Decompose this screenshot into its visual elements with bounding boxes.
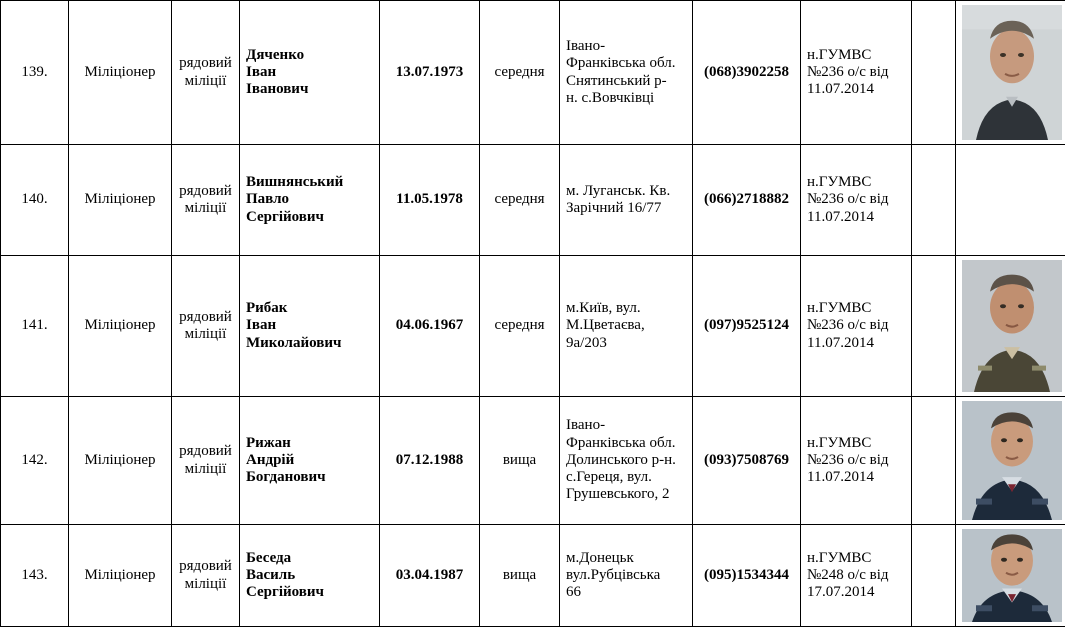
full-name-cell: Рижан Андрій Богданович <box>240 397 380 525</box>
rank-cell: рядовий міліції <box>172 256 240 397</box>
education-cell: середня <box>480 1 560 145</box>
full-name-cell: Рибак Іван Миколайович <box>240 256 380 397</box>
portrait-photo <box>962 5 1062 140</box>
position-cell: Міліціонер <box>69 1 172 145</box>
empty-cell <box>912 256 956 397</box>
date-of-birth-cell: 11.05.1978 <box>380 145 480 256</box>
full-name-cell: Вишнянський Павло Сергійович <box>240 145 380 256</box>
address-cell: Івано- Франківська обл. Долинського р-н. с.Гереця, вул. Грушевського, 2 <box>560 397 693 525</box>
full-name-cell: Дяченко Іван Іванович <box>240 1 380 145</box>
phone-cell: (066)2718882 <box>693 145 801 256</box>
order-cell: н.ГУМВС №248 о/с від 17.07.2014 <box>801 525 912 627</box>
position-cell: Міліціонер <box>69 397 172 525</box>
order-cell: н.ГУМВС №236 о/с від 11.07.2014 <box>801 256 912 397</box>
table-row <box>1 397 1065 525</box>
photo-cell <box>956 256 1065 397</box>
rank-cell: рядовий міліції <box>172 145 240 256</box>
education-cell: вища <box>480 525 560 627</box>
education-cell: середня <box>480 145 560 256</box>
date-of-birth-cell: 04.06.1967 <box>380 256 480 397</box>
photo-cell <box>956 145 1065 256</box>
row-number-cell: 143. <box>1 525 69 627</box>
rank-cell: рядовий міліції <box>172 525 240 627</box>
table-row <box>1 1 1065 145</box>
rank-cell: рядовий міліції <box>172 397 240 525</box>
row-number-cell: 139. <box>1 1 69 145</box>
table-row <box>1 256 1065 397</box>
education-cell: вища <box>480 397 560 525</box>
phone-cell: (095)1534344 <box>693 525 801 627</box>
date-of-birth-cell: 07.12.1988 <box>380 397 480 525</box>
row-number-cell: 141. <box>1 256 69 397</box>
empty-cell <box>912 397 956 525</box>
empty-cell <box>912 1 956 145</box>
row-number-cell: 142. <box>1 397 69 525</box>
portrait-photo <box>962 529 1062 622</box>
date-of-birth-cell: 03.04.1987 <box>380 525 480 627</box>
address-cell: м.Донецьк вул.Рубцівська 66 <box>560 525 693 627</box>
order-cell: н.ГУМВС №236 о/с від 11.07.2014 <box>801 145 912 256</box>
row-number-cell: 140. <box>1 145 69 256</box>
phone-cell: (093)7508769 <box>693 397 801 525</box>
phone-cell: (097)9525124 <box>693 256 801 397</box>
portrait-photo <box>962 260 1062 392</box>
address-cell: м.Київ, вул. М.Цветаєва, 9а/203 <box>560 256 693 397</box>
position-cell: Міліціонер <box>69 145 172 256</box>
order-cell: н.ГУМВС №236 о/с від 11.07.2014 <box>801 1 912 145</box>
empty-cell <box>912 145 956 256</box>
position-cell: Міліціонер <box>69 525 172 627</box>
rank-cell: рядовий міліції <box>172 1 240 145</box>
photo-cell <box>956 397 1065 525</box>
address-cell: м. Луганськ. Кв. Зарічний 16/77 <box>560 145 693 256</box>
photo-cell <box>956 525 1065 627</box>
table-row <box>1 525 1065 627</box>
position-cell: Міліціонер <box>69 256 172 397</box>
empty-cell <box>912 525 956 627</box>
date-of-birth-cell: 13.07.1973 <box>380 1 480 145</box>
photo-cell <box>956 1 1065 145</box>
education-cell: середня <box>480 256 560 397</box>
portrait-photo <box>962 401 1062 520</box>
table-row <box>1 145 1065 256</box>
phone-cell: (068)3902258 <box>693 1 801 145</box>
address-cell: Івано- Франківська обл. Снятинський р- н. с.Вовчківці <box>560 1 693 145</box>
full-name-cell: Беседа Василь Сергійович <box>240 525 380 627</box>
order-cell: н.ГУМВС №236 о/с від 11.07.2014 <box>801 397 912 525</box>
